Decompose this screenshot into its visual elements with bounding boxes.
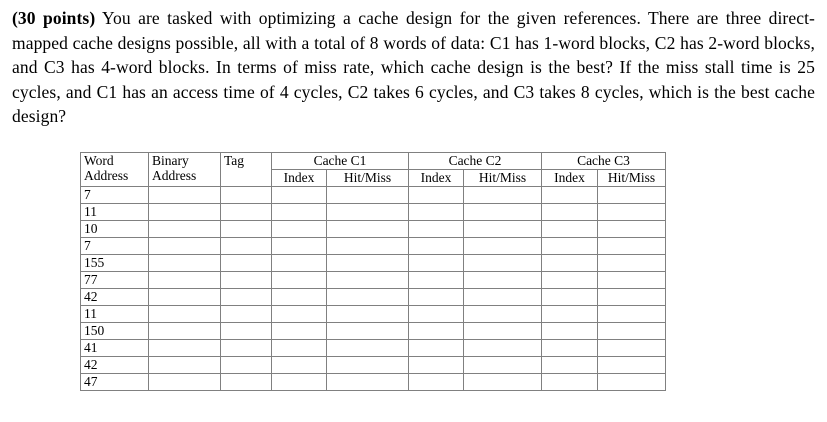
c2-hit-miss-cell[interactable]: [464, 204, 542, 221]
c1-hit-miss-cell[interactable]: [327, 357, 409, 374]
c2-index-cell[interactable]: [409, 272, 464, 289]
c3-hit-miss-cell[interactable]: [598, 238, 666, 255]
c1-hit-miss-cell[interactable]: [327, 289, 409, 306]
c3-index-cell[interactable]: [542, 374, 598, 391]
c1-index-cell[interactable]: [272, 238, 327, 255]
binary-address-cell[interactable]: [149, 306, 221, 323]
c1-hit-miss-cell[interactable]: [327, 374, 409, 391]
table-row: [81, 357, 666, 374]
c3-index-cell[interactable]: [542, 357, 598, 374]
tag-cell[interactable]: [221, 255, 272, 272]
c1-index-cell[interactable]: [272, 272, 327, 289]
c2-index-cell[interactable]: [409, 306, 464, 323]
header-c3-index: Index: [542, 170, 598, 187]
c2-index-cell[interactable]: [409, 221, 464, 238]
binary-address-cell[interactable]: [149, 323, 221, 340]
binary-address-cell[interactable]: [149, 374, 221, 391]
c2-hit-miss-cell[interactable]: [464, 289, 542, 306]
c1-index-cell[interactable]: [272, 306, 327, 323]
table-row: [81, 255, 666, 272]
c1-hit-miss-cell[interactable]: [327, 204, 409, 221]
c2-index-cell[interactable]: [409, 323, 464, 340]
tag-cell[interactable]: [221, 357, 272, 374]
c3-hit-miss-cell[interactable]: [598, 221, 666, 238]
word-address-cell: 7: [81, 238, 149, 255]
c1-hit-miss-cell[interactable]: [327, 306, 409, 323]
tag-cell[interactable]: [221, 204, 272, 221]
header-binary-address: Binary Address: [149, 153, 221, 187]
word-address-cell: 155: [81, 255, 149, 272]
word-address-cell: 11: [81, 306, 149, 323]
c1-hit-miss-cell[interactable]: [327, 255, 409, 272]
c2-index-cell[interactable]: [409, 187, 464, 204]
header-word-address: Word Address: [81, 153, 149, 187]
c3-hit-miss-cell[interactable]: [598, 255, 666, 272]
binary-address-cell[interactable]: [149, 238, 221, 255]
c3-index-cell[interactable]: [542, 323, 598, 340]
c3-hit-miss-cell[interactable]: [598, 306, 666, 323]
c1-hit-miss-cell[interactable]: [327, 221, 409, 238]
c1-index-cell[interactable]: [272, 340, 327, 357]
c2-hit-miss-cell[interactable]: [464, 221, 542, 238]
c3-hit-miss-cell[interactable]: [598, 323, 666, 340]
c2-hit-miss-cell[interactable]: [464, 374, 542, 391]
c3-hit-miss-cell[interactable]: [598, 340, 666, 357]
c3-hit-miss-cell[interactable]: [598, 357, 666, 374]
word-address-cell: 7: [81, 187, 149, 204]
c1-index-cell[interactable]: [272, 323, 327, 340]
c1-index-cell[interactable]: [272, 255, 327, 272]
table-row: [81, 204, 666, 221]
tag-cell[interactable]: [221, 323, 272, 340]
header-c3-hit-miss: Hit/Miss: [598, 170, 666, 187]
header-c1-hit-miss: Hit/Miss: [327, 170, 409, 187]
word-address-cell: 47: [81, 374, 149, 391]
c1-index-cell[interactable]: [272, 187, 327, 204]
header-tag: Tag: [221, 153, 272, 187]
c2-index-cell[interactable]: [409, 340, 464, 357]
c3-hit-miss-cell[interactable]: [598, 204, 666, 221]
c1-hit-miss-cell[interactable]: [327, 323, 409, 340]
c3-index-cell[interactable]: [542, 221, 598, 238]
word-address-cell: 11: [81, 204, 149, 221]
word-address-cell: 77: [81, 272, 149, 289]
table-row: [81, 221, 666, 238]
c3-index-cell[interactable]: [542, 289, 598, 306]
tag-cell[interactable]: [221, 374, 272, 391]
c2-index-cell[interactable]: [409, 238, 464, 255]
binary-address-cell[interactable]: [149, 340, 221, 357]
question-text: [12, 6, 815, 129]
table-row: [81, 272, 666, 289]
cache-reference-table: [80, 152, 666, 391]
table-row: [81, 323, 666, 340]
c1-index-cell[interactable]: [272, 221, 327, 238]
points-label: (30 points): [12, 8, 96, 28]
c2-hit-miss-cell[interactable]: [464, 187, 542, 204]
c1-hit-miss-cell[interactable]: [327, 238, 409, 255]
header-c2-hit-miss: Hit/Miss: [464, 170, 542, 187]
c3-hit-miss-cell[interactable]: [598, 374, 666, 391]
c3-hit-miss-cell[interactable]: [598, 272, 666, 289]
word-address-cell: 10: [81, 221, 149, 238]
tag-cell[interactable]: [221, 221, 272, 238]
tag-cell[interactable]: [221, 289, 272, 306]
c3-index-cell[interactable]: [542, 204, 598, 221]
c1-index-cell[interactable]: [272, 357, 327, 374]
c2-index-cell[interactable]: [409, 374, 464, 391]
c2-hit-miss-cell[interactable]: [464, 255, 542, 272]
reference-rows: [81, 187, 666, 391]
c2-hit-miss-cell[interactable]: [464, 323, 542, 340]
tag-cell[interactable]: [221, 238, 272, 255]
header-c2-index: Index: [409, 170, 464, 187]
binary-address-cell[interactable]: [149, 357, 221, 374]
word-address-cell: 150: [81, 323, 149, 340]
tag-cell[interactable]: [221, 340, 272, 357]
c2-hit-miss-cell[interactable]: [464, 272, 542, 289]
c3-index-cell[interactable]: [542, 340, 598, 357]
binary-address-cell[interactable]: [149, 204, 221, 221]
table-row: [81, 374, 666, 391]
word-address-cell: 41: [81, 340, 149, 357]
header-cache-c3: Cache C3: [542, 153, 666, 170]
c2-index-cell[interactable]: [409, 289, 464, 306]
binary-address-cell[interactable]: [149, 272, 221, 289]
table-row: [81, 306, 666, 323]
binary-address-cell[interactable]: [149, 255, 221, 272]
c1-hit-miss-cell[interactable]: [327, 272, 409, 289]
c3-hit-miss-cell[interactable]: [598, 187, 666, 204]
word-address-cell: 42: [81, 357, 149, 374]
header-c1-index: Index: [272, 170, 327, 187]
c3-index-cell[interactable]: [542, 238, 598, 255]
tag-cell[interactable]: [221, 306, 272, 323]
c3-index-cell[interactable]: [542, 272, 598, 289]
header-cache-c2: Cache C2: [409, 153, 542, 170]
table-row: [81, 187, 666, 204]
c1-hit-miss-cell[interactable]: [327, 340, 409, 357]
tag-cell[interactable]: [221, 272, 272, 289]
header-cache-c1: Cache C1: [272, 153, 409, 170]
c2-hit-miss-cell[interactable]: [464, 340, 542, 357]
c3-index-cell[interactable]: [542, 306, 598, 323]
c2-hit-miss-cell[interactable]: [464, 306, 542, 323]
c1-index-cell[interactable]: [272, 289, 327, 306]
c3-hit-miss-cell[interactable]: [598, 289, 666, 306]
table-row: [81, 340, 666, 357]
c2-hit-miss-cell[interactable]: [464, 357, 542, 374]
c1-index-cell[interactable]: [272, 204, 327, 221]
binary-address-cell[interactable]: [149, 289, 221, 306]
c3-index-cell[interactable]: [542, 187, 598, 204]
table-row: [81, 238, 666, 255]
c2-index-cell[interactable]: [409, 204, 464, 221]
question-body: You are tasked with optimizing a cache design for the given references. There are three direct-mapped cache designs possible, all with a total of 8 words of data: C1 has 1-word blocks, C2 has 2-word blocks, and C3 has 4-word blocks. In terms of miss rate, which cache design is the best? If the miss stall time is 25 cycles, and C1 has an access time of 4 cycles, C2 takes 6 cycles, and C3 takes 8 cycles, which is the best cache design?: [12, 8, 815, 126]
c1-hit-miss-cell[interactable]: [327, 187, 409, 204]
table-row: [81, 289, 666, 306]
word-address-cell: 42: [81, 289, 149, 306]
binary-address-cell[interactable]: [149, 187, 221, 204]
c2-hit-miss-cell[interactable]: [464, 238, 542, 255]
c2-index-cell[interactable]: [409, 357, 464, 374]
tag-cell[interactable]: [221, 187, 272, 204]
binary-address-cell[interactable]: [149, 221, 221, 238]
c3-index-cell[interactable]: [542, 255, 598, 272]
c1-index-cell[interactable]: [272, 374, 327, 391]
c2-index-cell[interactable]: [409, 255, 464, 272]
